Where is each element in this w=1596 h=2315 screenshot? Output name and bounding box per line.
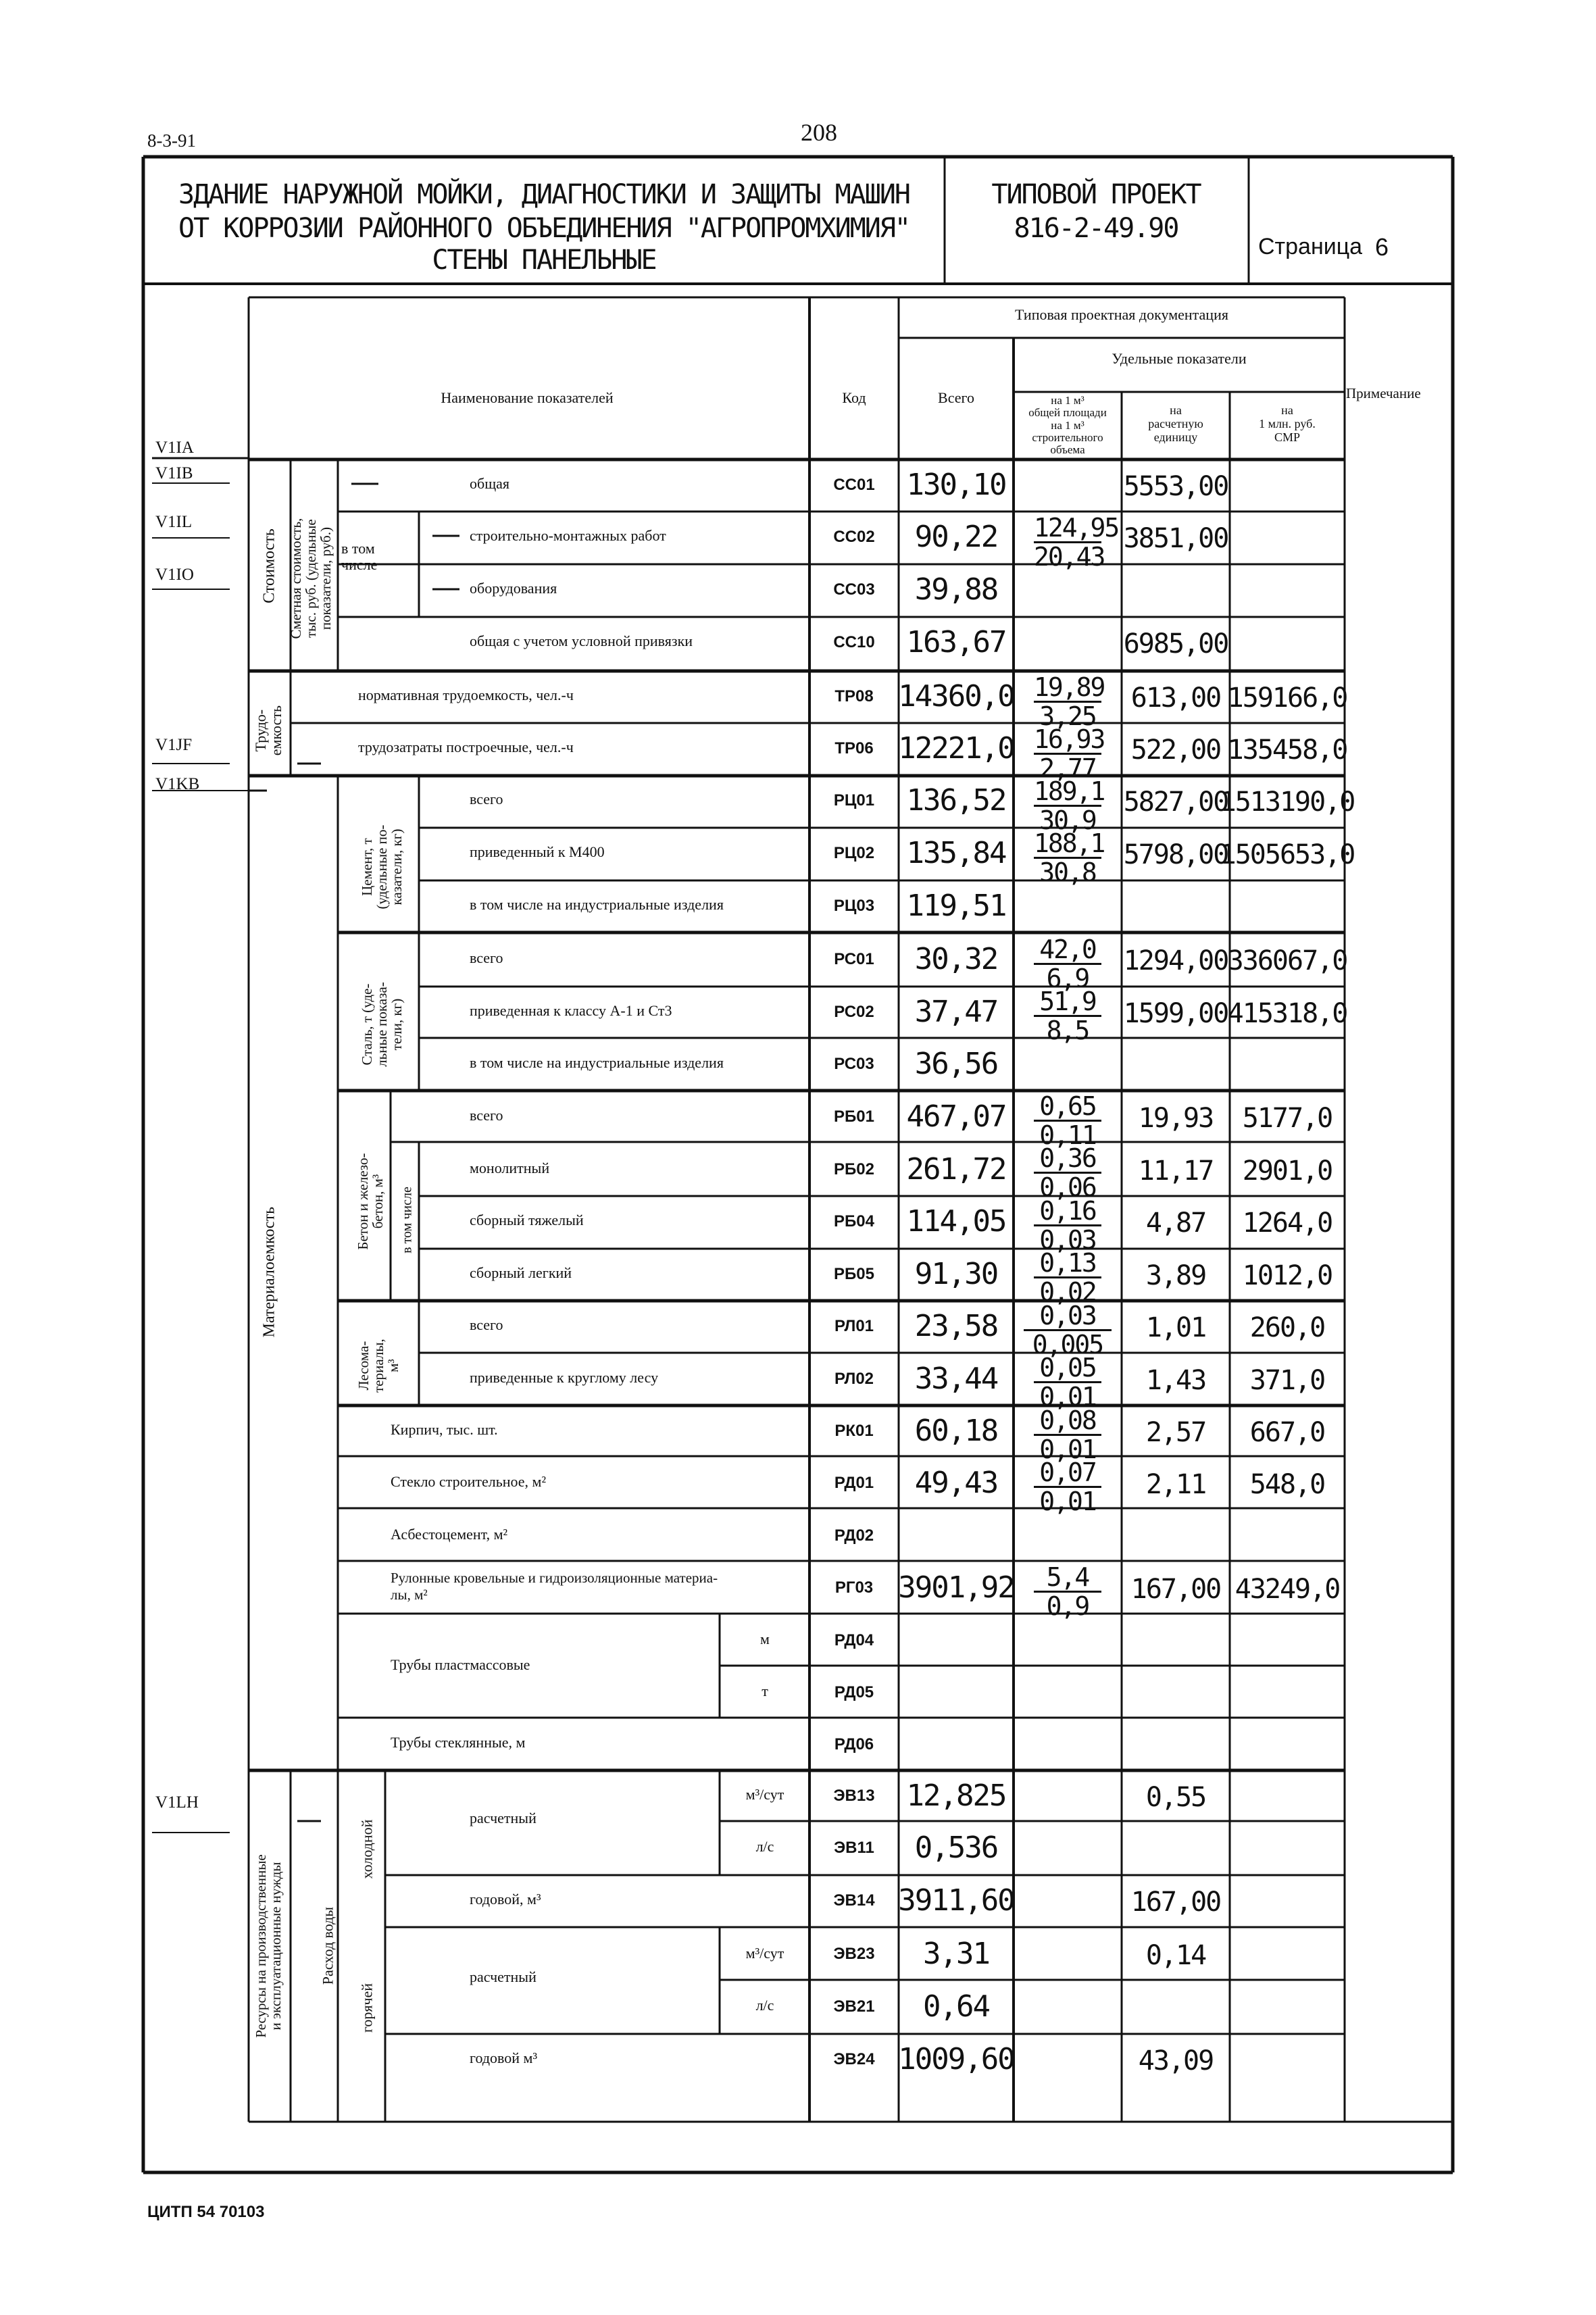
group-including: в том числе — [341, 540, 378, 574]
row-per-unit: 0,14 — [1145, 1940, 1206, 1971]
row-sub-unit: м³/сут — [745, 1945, 784, 1962]
row-per-unit: 167,00 — [1130, 1574, 1221, 1605]
row-name: в том числе на индустриальные изделия — [470, 1054, 724, 1071]
row-total: 49,43 — [914, 1466, 998, 1500]
row-per-mln: 2901,0 — [1242, 1155, 1332, 1187]
fraction-cell: $\frac{0,65}{0,11}$ — [1034, 1093, 1101, 1148]
row-name: Кирпич, тыс. шт. — [391, 1421, 498, 1438]
row-code: СС03 — [833, 580, 875, 599]
row-total: 3901,92 — [898, 1570, 1014, 1605]
fraction-cell: $\frac{0,03}{0,005}$ — [1024, 1303, 1112, 1358]
row-name: общая с учетом условной привязки — [470, 632, 693, 649]
row-total: 135,84 — [906, 836, 1006, 870]
row-per-mln: 5177,0 — [1242, 1103, 1332, 1134]
row-total: 0,536 — [914, 1831, 998, 1865]
row-per-unit: 3851,00 — [1123, 523, 1228, 554]
row-sub-unit: м³/сут — [745, 1786, 784, 1803]
row-per-mln: 1012,0 — [1242, 1260, 1332, 1291]
title-line-2: ОТ КОРРОЗИИ РАЙОННОГО ОБЪЕДИНЕНИЯ "АГРОПРОМХИМИЯ" — [178, 213, 910, 244]
row-name: всего — [470, 791, 503, 807]
col-total-header: Всего — [938, 389, 974, 406]
row-code: РД05 — [834, 1683, 874, 1701]
row-code: ЭВ11 — [834, 1839, 874, 1857]
row-total: 163,67 — [906, 625, 1006, 659]
row-per-unit: 5827,00 — [1123, 787, 1228, 818]
row-total: 3,31 — [923, 1937, 989, 1971]
row-total: 39,88 — [914, 572, 998, 607]
row-name-cont: лы, м² — [391, 1587, 428, 1603]
row-code: РЛ02 — [834, 1370, 874, 1388]
page-number: 208 — [801, 119, 837, 146]
col-note-header: Примечание — [1346, 385, 1421, 401]
row-per-unit: 2,11 — [1145, 1469, 1206, 1500]
col-name-header: Наименование показателей — [441, 389, 614, 406]
row-code: РД01 — [834, 1474, 874, 1492]
row-per-unit: 1,01 — [1145, 1312, 1206, 1343]
row-code: РЦ03 — [833, 897, 875, 915]
row-name: строительно-монтажных работ — [470, 527, 666, 544]
project-number: 816-2-49.90 — [1014, 213, 1178, 244]
row-code: ЭВ13 — [833, 1787, 875, 1805]
row-per-mln: 336067,0 — [1227, 945, 1347, 976]
row-code: РГ03 — [834, 1578, 874, 1597]
footer-code: ЦИТП 54 70103 — [147, 2203, 265, 2221]
row-sub-unit: м — [760, 1631, 770, 1647]
margin-code: V1IB — [155, 464, 193, 482]
row-total: 60,18 — [914, 1414, 998, 1448]
group-concrete: Бетон и железо- бетон, м³ — [354, 1153, 386, 1250]
row-per-unit: 2,57 — [1145, 1417, 1206, 1448]
row-per-unit: 613,00 — [1130, 682, 1221, 714]
row-total: 1009,60 — [898, 2042, 1014, 2076]
row-code: ЭВ21 — [833, 1997, 875, 2016]
row-name: трудозатраты построечные, чел.-ч — [358, 739, 574, 755]
row-name: всего — [470, 1316, 503, 1333]
per-m3-header: на 1 м³ общей площади на 1 м³ строительного объема — [1028, 394, 1107, 457]
row-name: Асбестоцемент, м² — [391, 1526, 508, 1543]
row-code: РД04 — [834, 1631, 874, 1649]
row-total: 33,44 — [914, 1362, 998, 1396]
row-name: монолитный — [470, 1160, 550, 1176]
group-steel: Сталь, т (уде- льные показа- тели, кг) — [358, 982, 405, 1067]
group-cost: Стоимость — [260, 528, 278, 603]
row-name: годовой м³ — [470, 2049, 538, 2066]
row-name: Трубы стеклянные, м — [391, 1734, 526, 1751]
row-total: 91,30 — [914, 1257, 998, 1291]
title-line-1: ЗДАНИЕ НАРУЖНОЙ МОЙКИ, ДИАГНОСТИКИ И ЗАЩИТЫ МАШИН — [178, 179, 910, 210]
row-code: ЭВ24 — [833, 2050, 875, 2068]
row-total: 261,72 — [906, 1152, 1006, 1187]
row-name: общая — [470, 475, 510, 492]
row-code: РС03 — [834, 1055, 874, 1073]
row-name: сборный тяжелый — [470, 1212, 584, 1228]
group-cement: Цемент, т (удельные по- казатели, кг) — [358, 824, 405, 910]
row-per-unit: 4,87 — [1145, 1208, 1206, 1239]
fraction-cell: $\frac{0,05}{0,01}$ — [1034, 1355, 1101, 1410]
row-per-mln: 159166,0 — [1227, 682, 1347, 714]
group-cold-water: холодной — [358, 1819, 376, 1879]
row-name: приведенные к круглому лесу — [470, 1369, 659, 1386]
row-per-mln: 1513190,0 — [1220, 787, 1355, 818]
fraction-cell: $\frac{0,13}{0,02}$ — [1034, 1250, 1101, 1305]
row-name: Трубы пластмассовые — [391, 1656, 530, 1673]
group-labor: Трудо- емкость — [251, 705, 284, 756]
row-name: в том числе на индустриальные изделия — [470, 896, 724, 913]
row-per-mln: 1264,0 — [1242, 1208, 1332, 1239]
calc-cold-label: расчетный — [470, 1810, 537, 1826]
row-per-unit: 1294,00 — [1123, 945, 1228, 976]
row-name: оборудования — [470, 580, 557, 597]
row-per-unit: 1,43 — [1145, 1365, 1206, 1396]
row-code: РК01 — [834, 1422, 874, 1440]
row-code: РД02 — [834, 1526, 874, 1545]
row-total: 37,47 — [914, 995, 998, 1029]
row-sub-unit: л/с — [755, 1997, 774, 2014]
fraction-cell: $\frac{16,93}{2,77}$ — [1034, 724, 1105, 783]
margin-code: V1IL — [155, 513, 193, 531]
row-code: РД06 — [834, 1735, 874, 1753]
fraction-cell: $\frac{51,9}{8,5}$ — [1034, 989, 1101, 1043]
fraction-cell: $\frac{5,4}{0,9}$ — [1034, 1564, 1101, 1619]
fraction-cell: $\frac{124,95}{20,43}$ — [1034, 513, 1119, 572]
row-per-unit: 6985,00 — [1123, 628, 1228, 659]
row-total: 119,51 — [906, 889, 1006, 923]
row-code: РБ01 — [834, 1107, 874, 1126]
group-water: Расход воды — [319, 1906, 336, 1985]
per-unit-header: на расчетную единицу — [1148, 403, 1203, 444]
per-mln-header: на 1 млн. руб. СМР — [1259, 403, 1316, 444]
row-name: годовой, м³ — [470, 1891, 541, 1908]
fraction-cell: $\frac{0,36}{0,06}$ — [1034, 1145, 1101, 1200]
row-per-unit: 167,00 — [1130, 1887, 1221, 1918]
row-per-unit: 522,00 — [1130, 735, 1221, 766]
margin-code: V1JF — [155, 736, 193, 754]
title-line-3: СТЕНЫ ПАНЕЛЬНЫЕ — [432, 245, 656, 276]
group-hot-water: горячей — [358, 1983, 376, 2033]
row-total: 467,07 — [906, 1099, 1006, 1134]
row-code: ТР08 — [834, 687, 874, 705]
page-label: Страница — [1258, 234, 1363, 259]
project-label: ТИПОВОЙ ПРОЕКТ — [991, 179, 1201, 210]
row-per-unit: 11,17 — [1138, 1155, 1214, 1187]
row-total: 14360,0 — [898, 679, 1014, 714]
fraction-cell: $\frac{0,16}{0,03}$ — [1034, 1198, 1101, 1253]
specific-header: Удельные показатели — [1112, 350, 1247, 367]
row-name: Рулонные кровельные и гидроизоляционные материа- — [391, 1570, 718, 1586]
row-per-unit: 3,89 — [1145, 1260, 1206, 1291]
row-total: 0,64 — [923, 1989, 989, 2024]
row-name: приведенная к классу А-1 и Ст3 — [470, 1002, 672, 1019]
row-total: 3911,60 — [898, 1883, 1014, 1918]
row-per-mln: 548,0 — [1249, 1469, 1325, 1500]
row-code: РЛ01 — [834, 1317, 874, 1335]
row-sub-unit: л/с — [755, 1838, 774, 1855]
row-code: СС10 — [833, 633, 875, 651]
row-per-unit: 5798,00 — [1123, 839, 1228, 870]
row-code: РС01 — [834, 950, 874, 968]
doc-date: 8-3-91 — [147, 130, 196, 151]
margin-code: V1LH — [155, 1793, 199, 1812]
row-total: 130,10 — [906, 468, 1006, 502]
margin-code: V1KB — [155, 775, 200, 793]
row-name: всего — [470, 1107, 503, 1124]
row-code: СС01 — [833, 476, 875, 494]
row-per-mln: 135458,0 — [1227, 735, 1347, 766]
row-per-mln: 667,0 — [1249, 1417, 1325, 1448]
row-total: 12,825 — [906, 1778, 1006, 1813]
row-name: всего — [470, 949, 503, 966]
row-total: 30,32 — [914, 942, 998, 976]
row-per-unit: 1599,00 — [1123, 998, 1228, 1029]
row-per-mln: 371,0 — [1249, 1365, 1325, 1396]
fraction-cell: $\frac{188,1}{30,8}$ — [1034, 828, 1105, 887]
row-code: ЭВ23 — [833, 1945, 875, 1963]
row-per-unit: 0,55 — [1145, 1782, 1206, 1813]
fraction-cell: $\frac{19,89}{3,25}$ — [1034, 672, 1105, 731]
col-code-header: Код — [842, 389, 866, 406]
row-per-unit: 19,93 — [1138, 1103, 1214, 1134]
group-material: Материалоемкость — [260, 1206, 278, 1338]
fraction-cell: $\frac{0,07}{0,01}$ — [1034, 1460, 1101, 1514]
typical-docs-header: Типовая проектная документация — [1015, 306, 1228, 323]
row-total: 90,22 — [914, 520, 998, 554]
row-total: 114,05 — [906, 1204, 1006, 1239]
row-per-unit: 43,09 — [1138, 2045, 1214, 2076]
row-code: РБ04 — [834, 1212, 874, 1230]
fraction-cell: $\frac{189,1}{30,9}$ — [1034, 776, 1105, 835]
row-total: 23,58 — [914, 1309, 998, 1343]
row-total: 36,56 — [914, 1047, 998, 1081]
margin-code: V1IO — [155, 566, 194, 584]
row-code: РС02 — [834, 1003, 874, 1021]
calc-hot-label: расчетный — [470, 1968, 537, 1985]
fraction-cell: $\frac{42,0}{6,9}$ — [1034, 937, 1101, 991]
row-sub-unit: т — [762, 1683, 768, 1699]
row-code: РБ02 — [834, 1160, 874, 1178]
group-estimate: Сметная стоимость, тыс. руб. (удельные показатели, руб.) — [287, 518, 334, 639]
row-code: ТР06 — [834, 739, 874, 757]
row-name: сборный легкий — [470, 1264, 572, 1281]
row-per-mln: 1505653,0 — [1220, 839, 1355, 870]
row-name: Стекло строительное, м² — [391, 1473, 547, 1490]
row-per-mln: 415318,0 — [1227, 998, 1347, 1029]
row-per-mln: 43249,0 — [1235, 1574, 1340, 1605]
row-name: приведенный к М400 — [470, 843, 605, 860]
row-per-mln: 260,0 — [1249, 1312, 1325, 1343]
row-total: 136,52 — [906, 783, 1006, 818]
row-per-unit: 5553,00 — [1123, 471, 1228, 502]
row-code: ЭВ14 — [833, 1891, 875, 1910]
row-code: РЦ01 — [833, 791, 875, 810]
group-timber: Лесома- териалы, м³ — [355, 1339, 402, 1393]
group-resources: Ресурсы на производственные и эксплуатационные нужды — [252, 1854, 284, 2038]
row-total: 12221,0 — [898, 731, 1014, 766]
row-code: РБ05 — [834, 1265, 874, 1283]
row-code: РЦ02 — [833, 844, 875, 862]
group-concrete-incl: в том числе — [399, 1187, 415, 1253]
margin-code: V1IA — [155, 439, 194, 457]
fraction-cell: $\frac{0,08}{0,01}$ — [1034, 1408, 1101, 1462]
page-value: 6 — [1375, 233, 1389, 261]
row-code: СС02 — [833, 528, 875, 546]
row-name: нормативная трудоемкость, чел.-ч — [358, 687, 574, 703]
